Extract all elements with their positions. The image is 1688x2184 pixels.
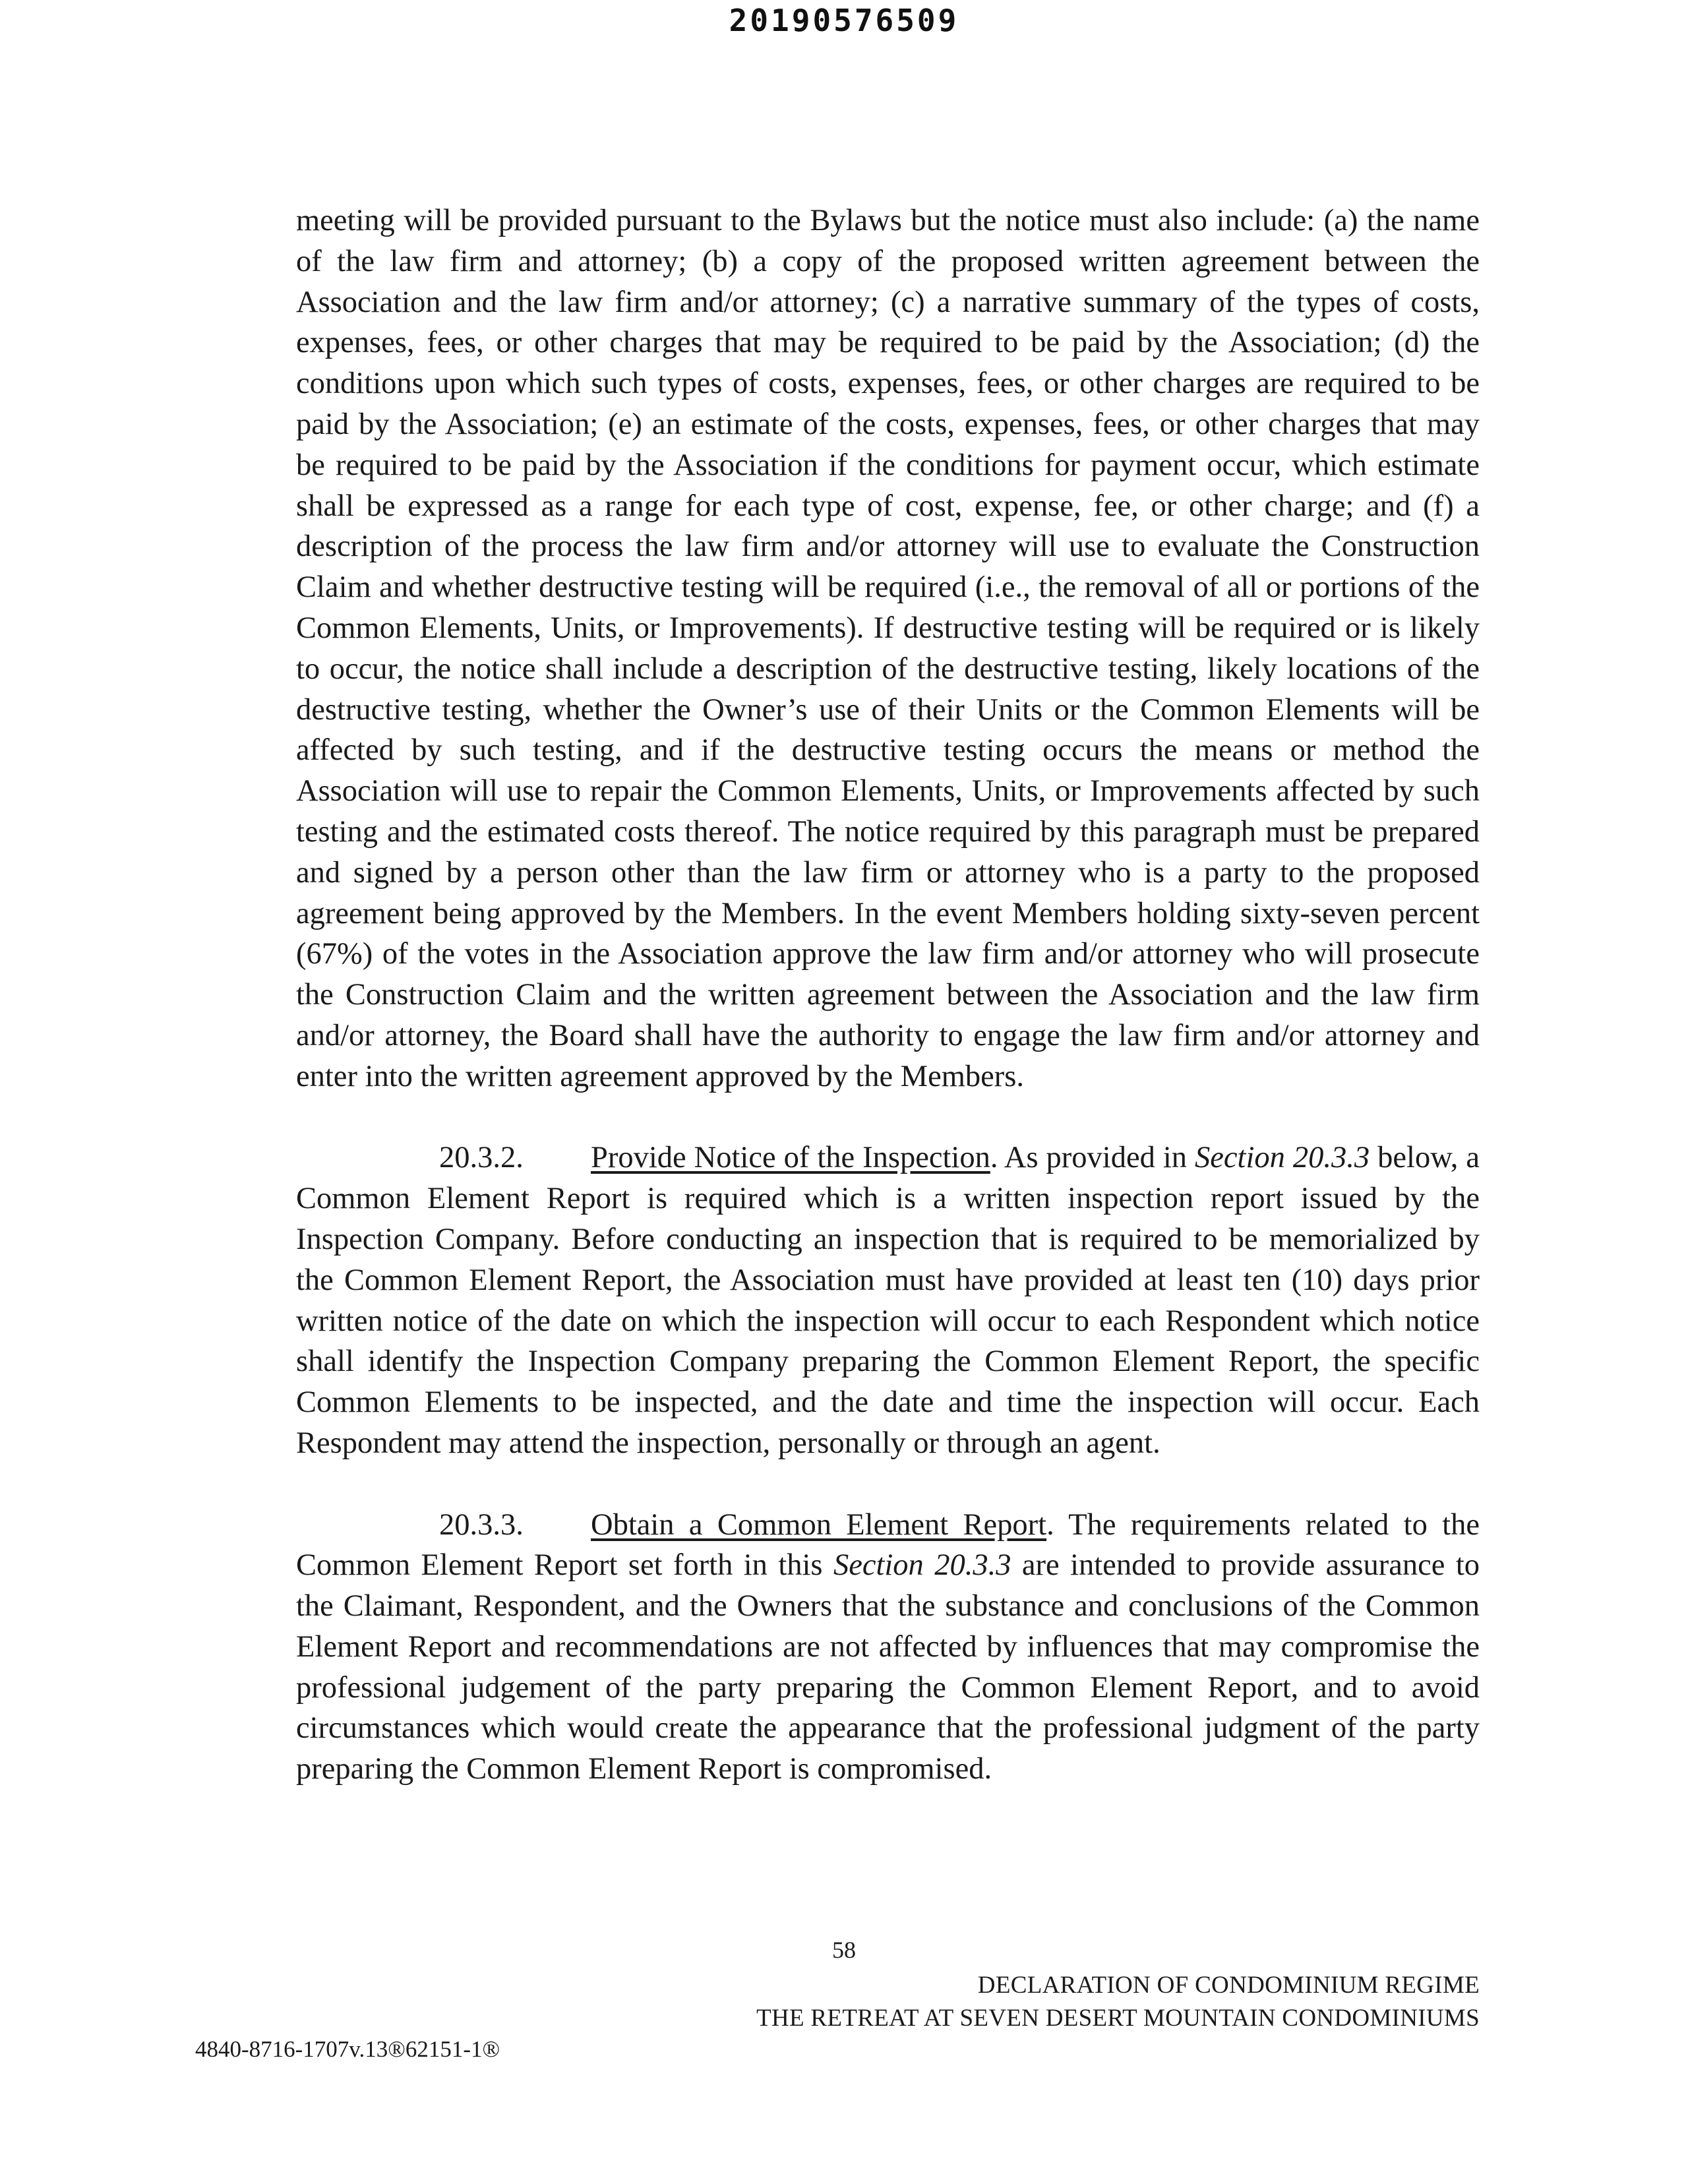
recording-number: 20190576509 xyxy=(729,3,959,38)
footer-title xyxy=(756,1969,1480,2035)
footer-title-line-1: DECLARATION OF CONDOMINIUM REGIME xyxy=(977,1972,1480,1999)
section-number: 20.3.2. xyxy=(439,1141,524,1175)
section-heading: Provide Notice of the Inspection xyxy=(591,1141,990,1175)
continuation-paragraph: meeting will be provided pursuant to the Bylaws but the notice must also include: (a) the name of the law firm and attorney; (b) a copy of the proposed written agreement between the Association and the law firm and/or attorney; (c) a narrative summary of the types of costs, expenses, fees, or other charges that may be required to be paid by the Association; (d) the conditions upon which such types of costs, expenses, fees, or other charges are required to be paid by the Association; (e) an estimate of the costs, expenses, fees, or other charges that may be required to be paid by the Association if the conditions for payment occur, which estimate shall be expressed as a range for each type of cost, expense, fee, or other charge; and (f) a description of the process the law firm and/or attorney will use to evaluate the Construction Claim and whether destructive testing will be required (i.e., the removal of all or portions of the Common Elements, Units, or Improvements). If destructive testing will be required or is likely to occur, the notice shall include a description of the destructive testing, likely locations of the destructive testing, whether the Owner’s use of their Units or the Common Elements will be affected by such testing, and if the destructive testing occurs the means or method the Association will use to repair the Common Elements, Units, or Improvements affected by such testing and the estimated costs thereof. The notice required by this paragraph must be prepared and signed by a person other than the law firm or attorney who is a party to the proposed agreement being approved by the Members. In the event Members holding sixty-seven percent (67%) of the votes in the Association approve the law firm and/or attorney who will prosecute the Construction Claim and the written agreement between the Association and the law firm and/or attorney, the Board shall have the authority to engage the law firm and/or attorney and enter into the written agreement approved by the Members. xyxy=(296,204,1480,1093)
section-text: are intended to provide assurance to the Claimant, Respondent, and the Owners that the substance and conclusions of the Common Element Report and recommendations are not affected by influences that may compromise the professional judgement of the party preparing the Common Element Report, and to avoid circumstances which would create the appearance that the professional judgment of the party preparing the Common Element Report is compromised. xyxy=(296,1548,1480,1786)
section-number: 20.3.3. xyxy=(439,1507,524,1542)
section-20-3-3-paragraph xyxy=(296,1505,1480,1790)
section-20-3-2-paragraph xyxy=(296,1138,1480,1463)
section-text: below, a Common Element Report is required which is a written inspection report issued by the Inspection Company. Before conducting an inspection that is required to be memorialized by the Common Element Report, the Association must have provided at least ten (10) days prior written notice of the date on which the inspection will occur to each Respondent which notice shall identify the Inspection Company preparing the Common Element Report, the specific Common Elements to be inspected, and the date and time the inspection will occur. Each Respondent may attend the inspection, personally or through an agent. xyxy=(296,1141,1480,1460)
page-number: 58 xyxy=(832,1937,856,1963)
document-id: 4840-8716-1707v.13®62151-1® xyxy=(195,2036,500,2062)
section-intro: . The requirements related to the Common Element Report set forth in this xyxy=(296,1507,1480,1583)
footer-title-line-2: THE RETREAT AT SEVEN DESERT MOUNTAIN CONDOMINIUMS xyxy=(756,2005,1480,2032)
section-reference: Section 20.3.3 xyxy=(1195,1141,1370,1175)
section-reference: Section 20.3.3 xyxy=(833,1548,1011,1583)
document-body xyxy=(296,200,1480,1831)
section-intro: . As provided in xyxy=(990,1141,1195,1175)
section-heading: Obtain a Common Element Report xyxy=(591,1507,1047,1542)
